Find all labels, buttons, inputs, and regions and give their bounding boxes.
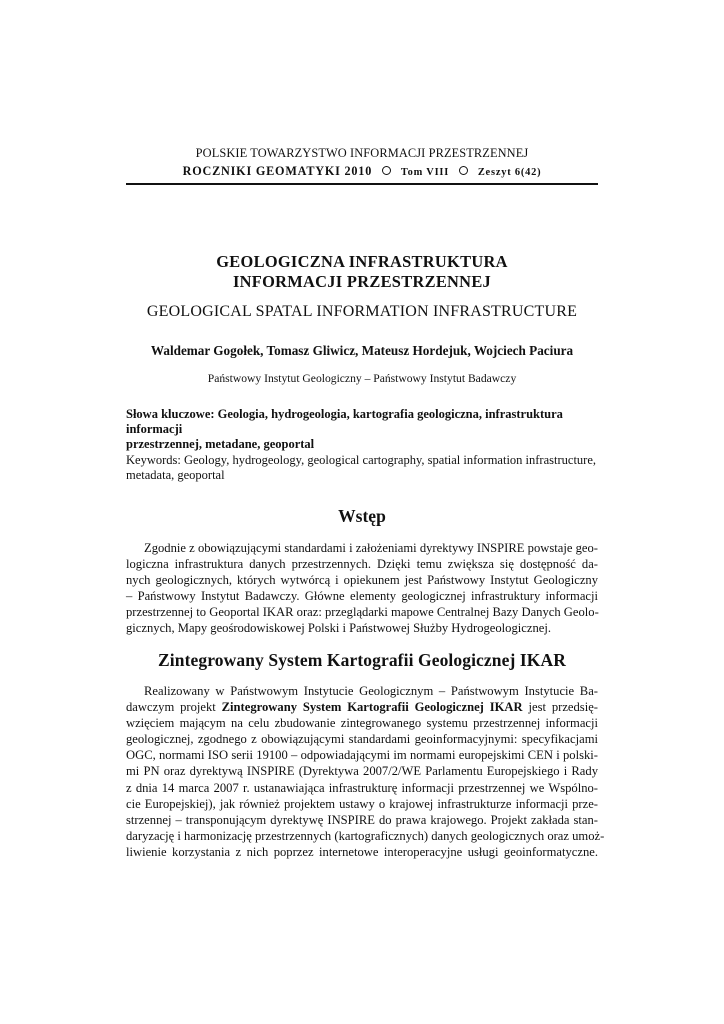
paragraph-line: przestrzennej to Geoportal IKAR oraz: przeglądarki mapowe Centralnej Bazy Danych Geolo-: [126, 605, 599, 620]
paragraph-line: [126, 699, 598, 715]
journal-name: ROCZNIKI GEOMATYKI 2010: [182, 164, 373, 178]
keywords-block: [126, 407, 598, 483]
paragraph-line: z dnia 14 marca 2007 r. ustanawiająca infrastrukturę informacji przestrzennej we Wspólno-: [126, 780, 598, 795]
paragraph-line: cie Europejskiej), jak również projektem ustawy o krajowej infrastrukturze informacji prze-: [126, 796, 598, 811]
header-divider: [126, 183, 598, 185]
journal-volume: Tom VIII: [400, 167, 450, 178]
paragraph-line: logiczna infrastruktura danych przestrzennych. Dzięki temu zwiększa się dostępność da-: [126, 557, 598, 572]
paragraph-line: nych geologicznych, których wytwórcą i opiekunem jest Państwowy Instytut Geologiczny: [126, 573, 598, 588]
society-header: POLSKIE TOWARZYSTWO INFORMACJI PRZESTRZENNEJ: [195, 146, 529, 160]
paragraph-line: daryzację i harmonizację przestrzennych (kartograficznych) danych geologicznych oraz umoż-: [126, 828, 605, 843]
section-paragraph: [126, 540, 598, 637]
circle-bullet-icon: [459, 166, 468, 175]
paragraph-line: geologicznej, zgodnego z obowiązującymi standardami geoinformacyjnymi: specyfikacjami: [126, 732, 598, 747]
keywords-en-line: Keywords: Geology, hydrogeology, geological cartography, spatial information infrastructure,: [126, 452, 597, 467]
paragraph-line: wzięciem mającym na celu zbudowanie zintegrowanego systemu przestrzennej informacji: [126, 716, 598, 731]
section-paragraph: [126, 683, 605, 860]
paragraph-line: mi PN oraz dyrektywą INSPIRE (Dyrektywa 2007/2/WE Parlamentu Europejskiego i Rady: [126, 764, 598, 779]
title-line: INFORMACJI PRZESTRZENNEJ: [232, 272, 492, 291]
journal-issue: Zeszyt 6(42): [477, 167, 542, 178]
paragraph-line: strzennej – transponującym dyrektywę INSPIRE do prawa krajowego. Projekt zakłada stan-: [126, 812, 598, 827]
article-title-pl: [126, 252, 598, 292]
title-line: GEOLOGICZNA INFRASTRUKTURA: [216, 252, 508, 271]
paragraph-line: Realizowany w Państwowym Instytucie Geologicznym – Państwowym Instytucie Ba-: [144, 684, 598, 698]
article-title-en: GEOLOGICAL SPATAL INFORMATION INFRASTRUCTURE: [146, 303, 578, 320]
paragraph-line: Zgodnie z obowiązującymi standardami i założeniami dyrektywy INSPIRE powstaje geo-: [144, 541, 598, 555]
project-name: Zintegrowany System Kartografii Geologicznej IKAR: [221, 700, 523, 715]
paragraph-line: liwienie korzystania z nich poprzez internetowe interoperacyjne usługi geoinformatyczne.: [126, 844, 598, 859]
text-run: jest przedsię-: [522, 700, 598, 715]
circle-bullet-icon: [382, 166, 391, 175]
journal-header: [126, 164, 598, 179]
text-run: dawczym projekt: [126, 700, 222, 715]
paragraph-line: gicznych, Mapy geośrodowiskowej Polski i Państwowej Służby Hydrogeologicznej.: [126, 621, 551, 636]
keywords-en-line: metadata, geoportal: [126, 467, 225, 482]
affiliation: Państwowy Instytut Geologiczny – Państwowy Instytut Badawczy: [207, 372, 517, 385]
keywords-pl-line: przestrzennej, metadane, geoportal: [126, 437, 315, 452]
keywords-pl-line: Słowa kluczowe: Geologia, hydrogeologia, kartografia geologiczna, infrastruktura informacji: [126, 407, 563, 437]
authors: Waldemar Gogołek, Tomasz Gliwicz, Mateusz Hordejuk, Wojciech Paciura: [150, 343, 574, 358]
section-heading: Zintegrowany System Kartografii Geologicznej IKAR: [158, 650, 566, 670]
paragraph-line: OGC, normami ISO serii 19100 – odpowiadającymi im normami europejskimi CEN i polski-: [126, 748, 598, 763]
paragraph-line: – Państwowy Instytut Badawczy. Główne elementy geologicznej infrastruktury informacji: [126, 589, 598, 604]
section-heading: Wstęp: [338, 506, 386, 526]
